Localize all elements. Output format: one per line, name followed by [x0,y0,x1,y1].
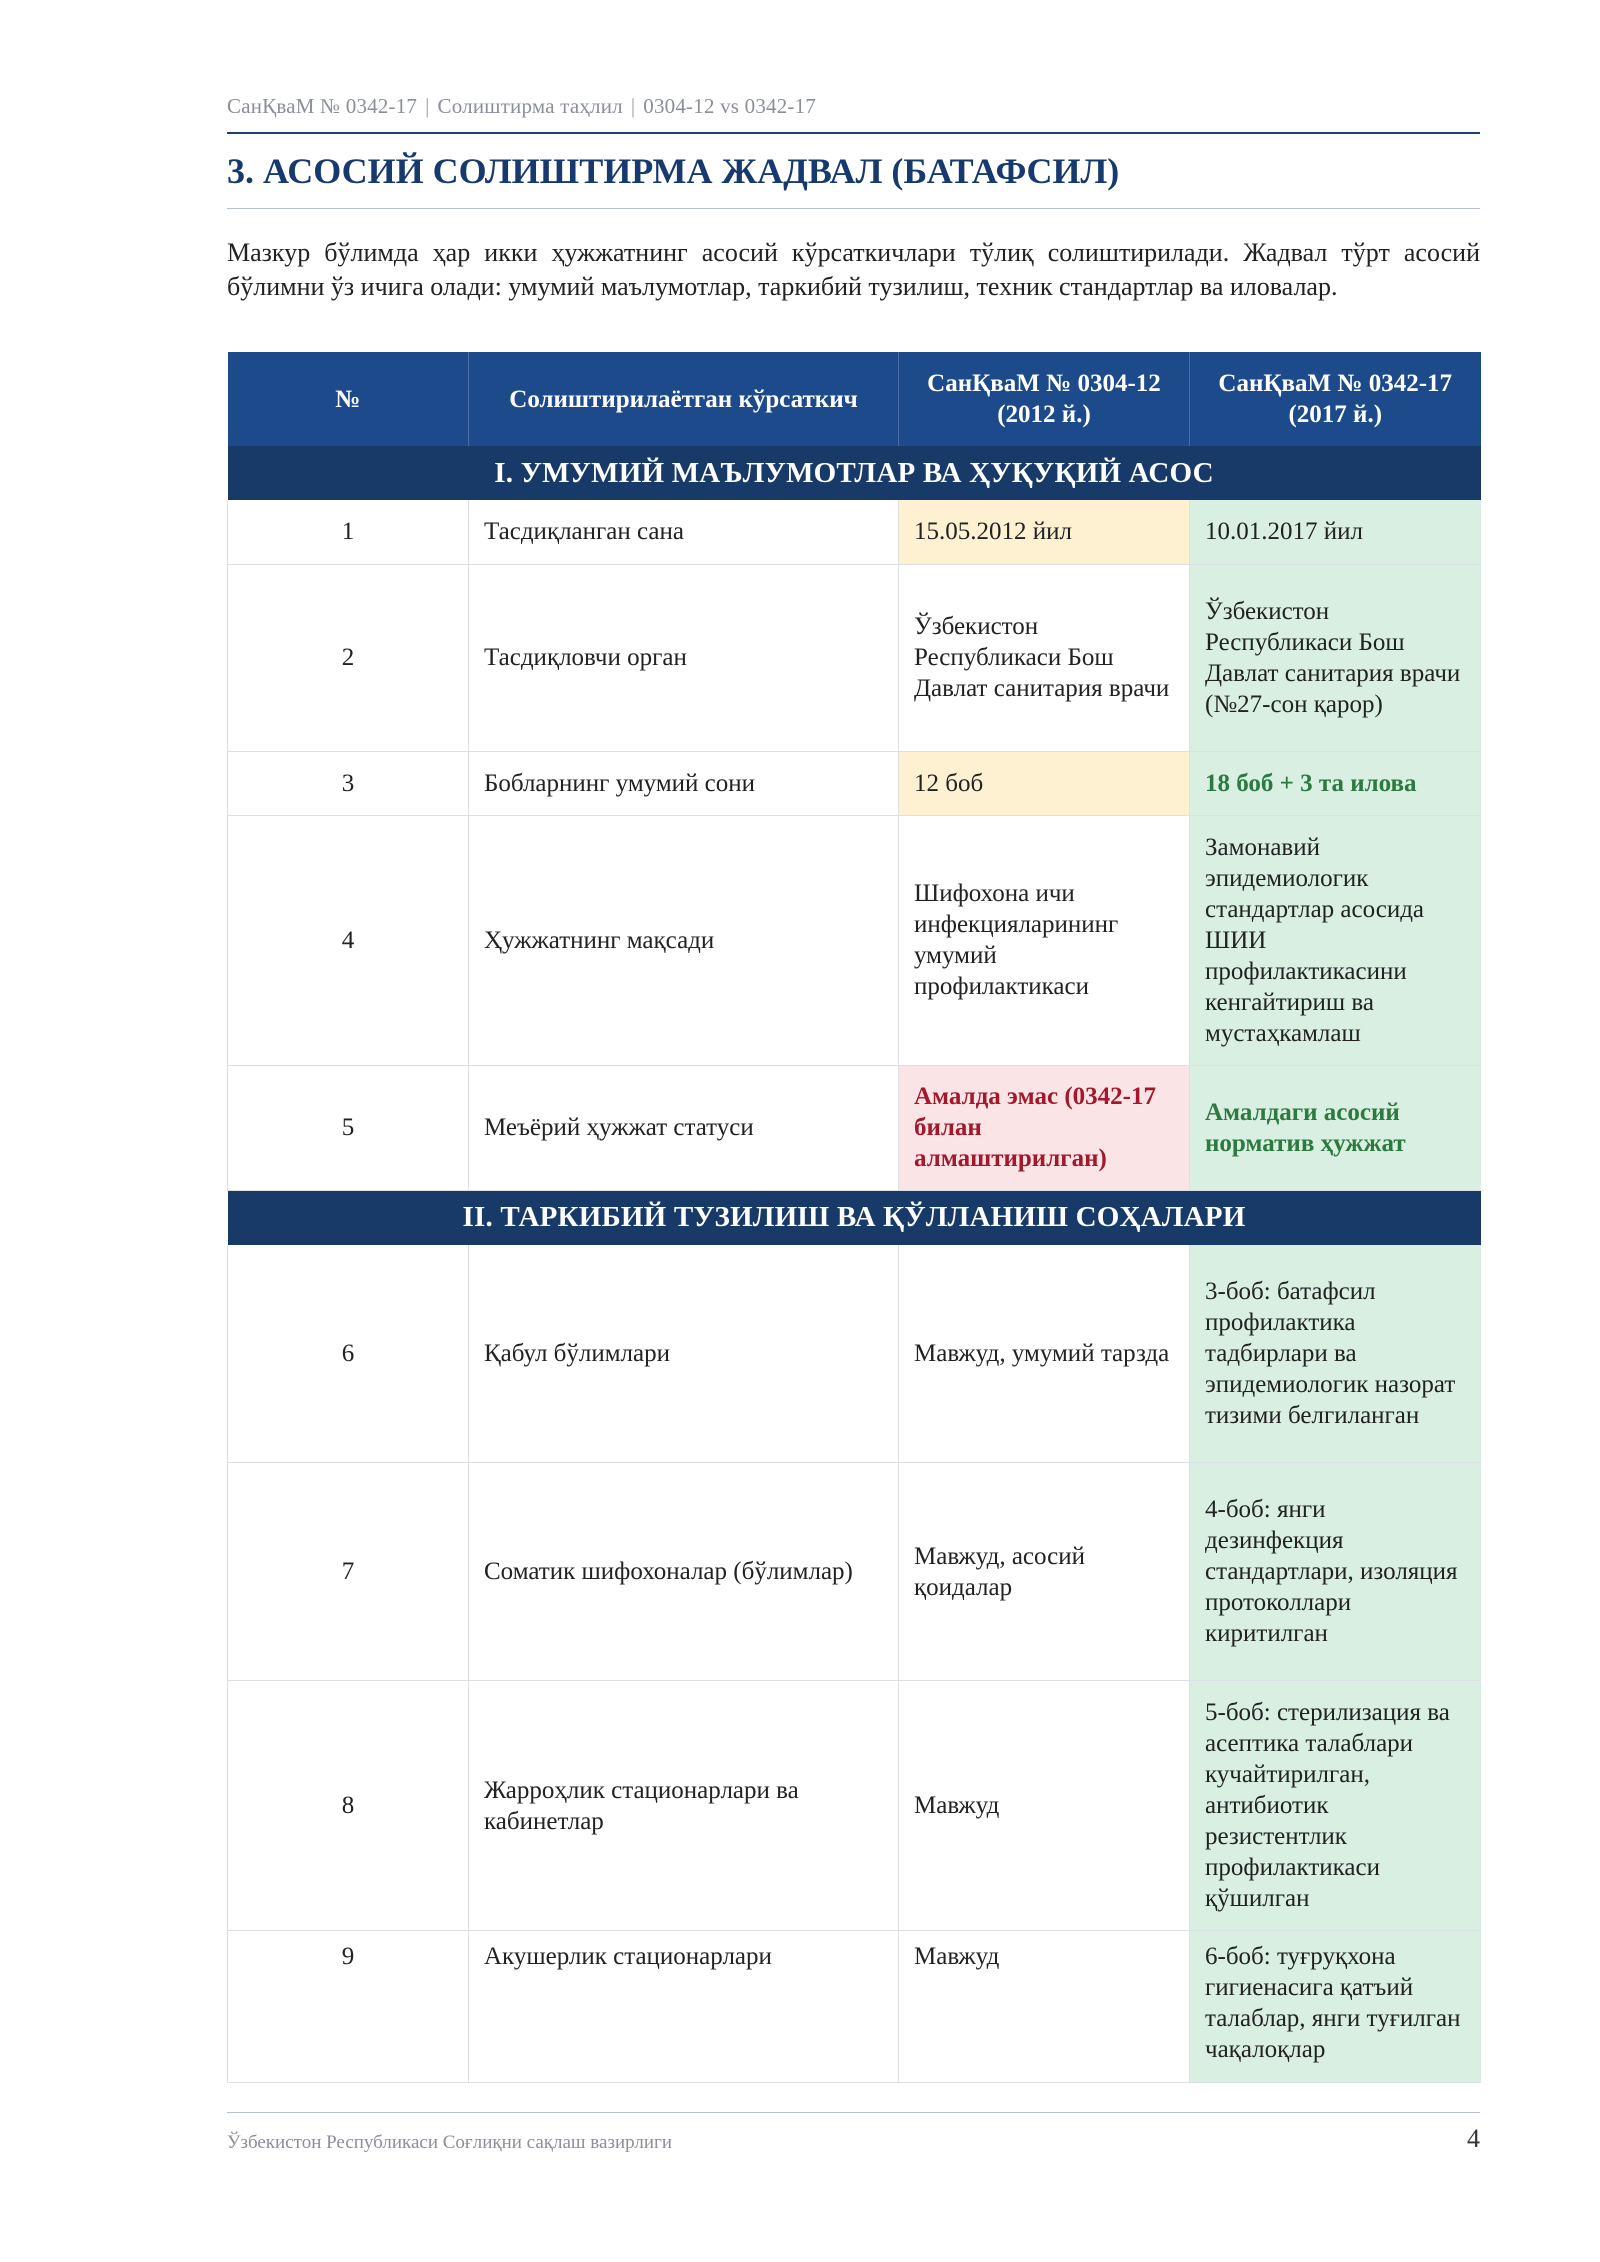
row-number: 8 [228,1681,469,1931]
header-doc-code: СанҚваМ № 0342-17 [227,94,418,118]
row-new-value: 18 боб + 3 та илова [1190,751,1481,815]
group-header-row [228,1190,1481,1245]
row-number: 9 [228,1931,469,2083]
row-new-value: Амалдаги асосий норматив ҳужжат [1190,1065,1481,1190]
running-header [227,94,1480,119]
row-old-value: Ўзбекистон Республикаси Бош Давлат санитария врачи [899,564,1190,751]
row-number: 4 [228,815,469,1065]
row-new-value: 3-боб: батафсил профилактика тадбирлари ва эпидемиологик назорат тизими белгиланган [1190,1245,1481,1463]
table-row [228,564,1481,751]
row-number: 3 [228,751,469,815]
table-row [228,751,1481,815]
column-header-new-doc: СанҚваМ № 0342-17 (2017 й.) [1190,352,1481,446]
header-doc-versions: 0304-12 vs 0342-17 [643,94,817,118]
row-indicator: Акушерлик стационарлари [469,1931,899,2083]
row-indicator: Қабул бўлимлари [469,1245,899,1463]
row-old-value: Мавжуд, умумий тарзда [899,1245,1190,1463]
table-row [228,500,1481,564]
row-new-value: Ўзбекистон Республикаси Бош Давлат санитария врачи (№27-сон қарор) [1190,564,1481,751]
row-old-value: Амалда эмас (0342-17 билан алмаштирилган) [899,1065,1190,1190]
footer-divider [227,2112,1480,2113]
header-separator: | [630,94,636,118]
section-intro: Мазкур бўлимда ҳар икки ҳужжатнинг асосий кўрсаткичлари тўлиқ солиштирилади. Жадвал тўрт асосий бўлимни ўз ичига олади: умумий маълумотлар, таркибий тузилиш, техник стандартлар ва иловалар. [227,238,1480,301]
row-indicator: Бобларнинг умумий сони [469,751,899,815]
table-row [228,1931,1481,2083]
row-number: 6 [228,1245,469,1463]
row-new-value: 5-боб: стерилизация ва асептика талаблари кучайтирилган, антибиотик резистентлик профилактикаси қўшилган [1190,1681,1481,1931]
row-number: 2 [228,564,469,751]
table-row [228,815,1481,1065]
row-number: 5 [228,1065,469,1190]
table-row [228,1065,1481,1190]
header-doc-subject: Солиштирма таҳлил [437,94,623,118]
row-new-value: 10.01.2017 йил [1190,500,1481,564]
table-row [228,1681,1481,1931]
row-old-value: Мавжуд [899,1681,1190,1931]
page-number: 4 [1467,2124,1480,2153]
row-indicator: Соматик шифохоналар (бўлимлар) [469,1463,899,1681]
header-divider [227,132,1480,134]
row-old-value: 15.05.2012 йил [899,500,1190,564]
column-header-number: № [228,352,469,446]
group-header-row [228,446,1481,500]
comparison-table [227,352,1481,2083]
row-new-value: 6-боб: туғруқхона гигиенасига қатъий талаблар, янги туғилган чақалоқлар [1190,1931,1481,2083]
header-separator: | [425,94,430,118]
title-divider [227,208,1480,209]
row-old-value: Мавжуд [899,1931,1190,2083]
column-header-indicator: Солиштирилаётган кўрсаткич [469,352,899,446]
row-number: 7 [228,1463,469,1681]
row-indicator: Тасдиқловчи орган [469,564,899,751]
row-number: 1 [228,500,469,564]
row-indicator: Жарроҳлик стационарлари ва кабинетлар [469,1681,899,1931]
table-header-row [228,352,1481,446]
row-old-value: Шифохона ичи инфекцияларининг умумий профилактикаси [899,815,1190,1065]
row-new-value: 4-боб: янги дезинфекция стандартлари, изоляция протоколлари киритилган [1190,1463,1481,1681]
table-row [228,1245,1481,1463]
row-old-value: 12 боб [899,751,1190,815]
row-indicator: Меъёрий ҳужжат статуси [469,1065,899,1190]
row-new-value: Замонавий эпидемиологик стандартлар асосида ШИИ профилактикасини кенгайтириш ва мустаҳкамлаш [1190,815,1481,1065]
footer-organization: Ўзбекистон Республикаси Соғлиқни сақлаш вазирлиги [227,2132,672,2153]
group-title: II. ТАРКИБИЙ ТУЗИЛИШ ВА ҚЎЛЛАНИШ СОҲАЛАРИ [228,1190,1481,1245]
row-indicator: Тасдиқланган сана [469,500,899,564]
group-title: I. УМУМИЙ МАЪЛУМОТЛАР ВА ҲУҚУҚИЙ АСОС [228,446,1481,500]
row-old-value: Мавжуд, асосий қоидалар [899,1463,1190,1681]
section-title: 3. АСОСИЙ СОЛИШТИРМА ЖАДВАЛ (БАТАФСИЛ) [227,151,1120,191]
table-row [228,1463,1481,1681]
column-header-old-doc: СанҚваМ № 0304-12 (2012 й.) [899,352,1190,446]
row-indicator: Ҳужжатнинг мақсади [469,815,899,1065]
